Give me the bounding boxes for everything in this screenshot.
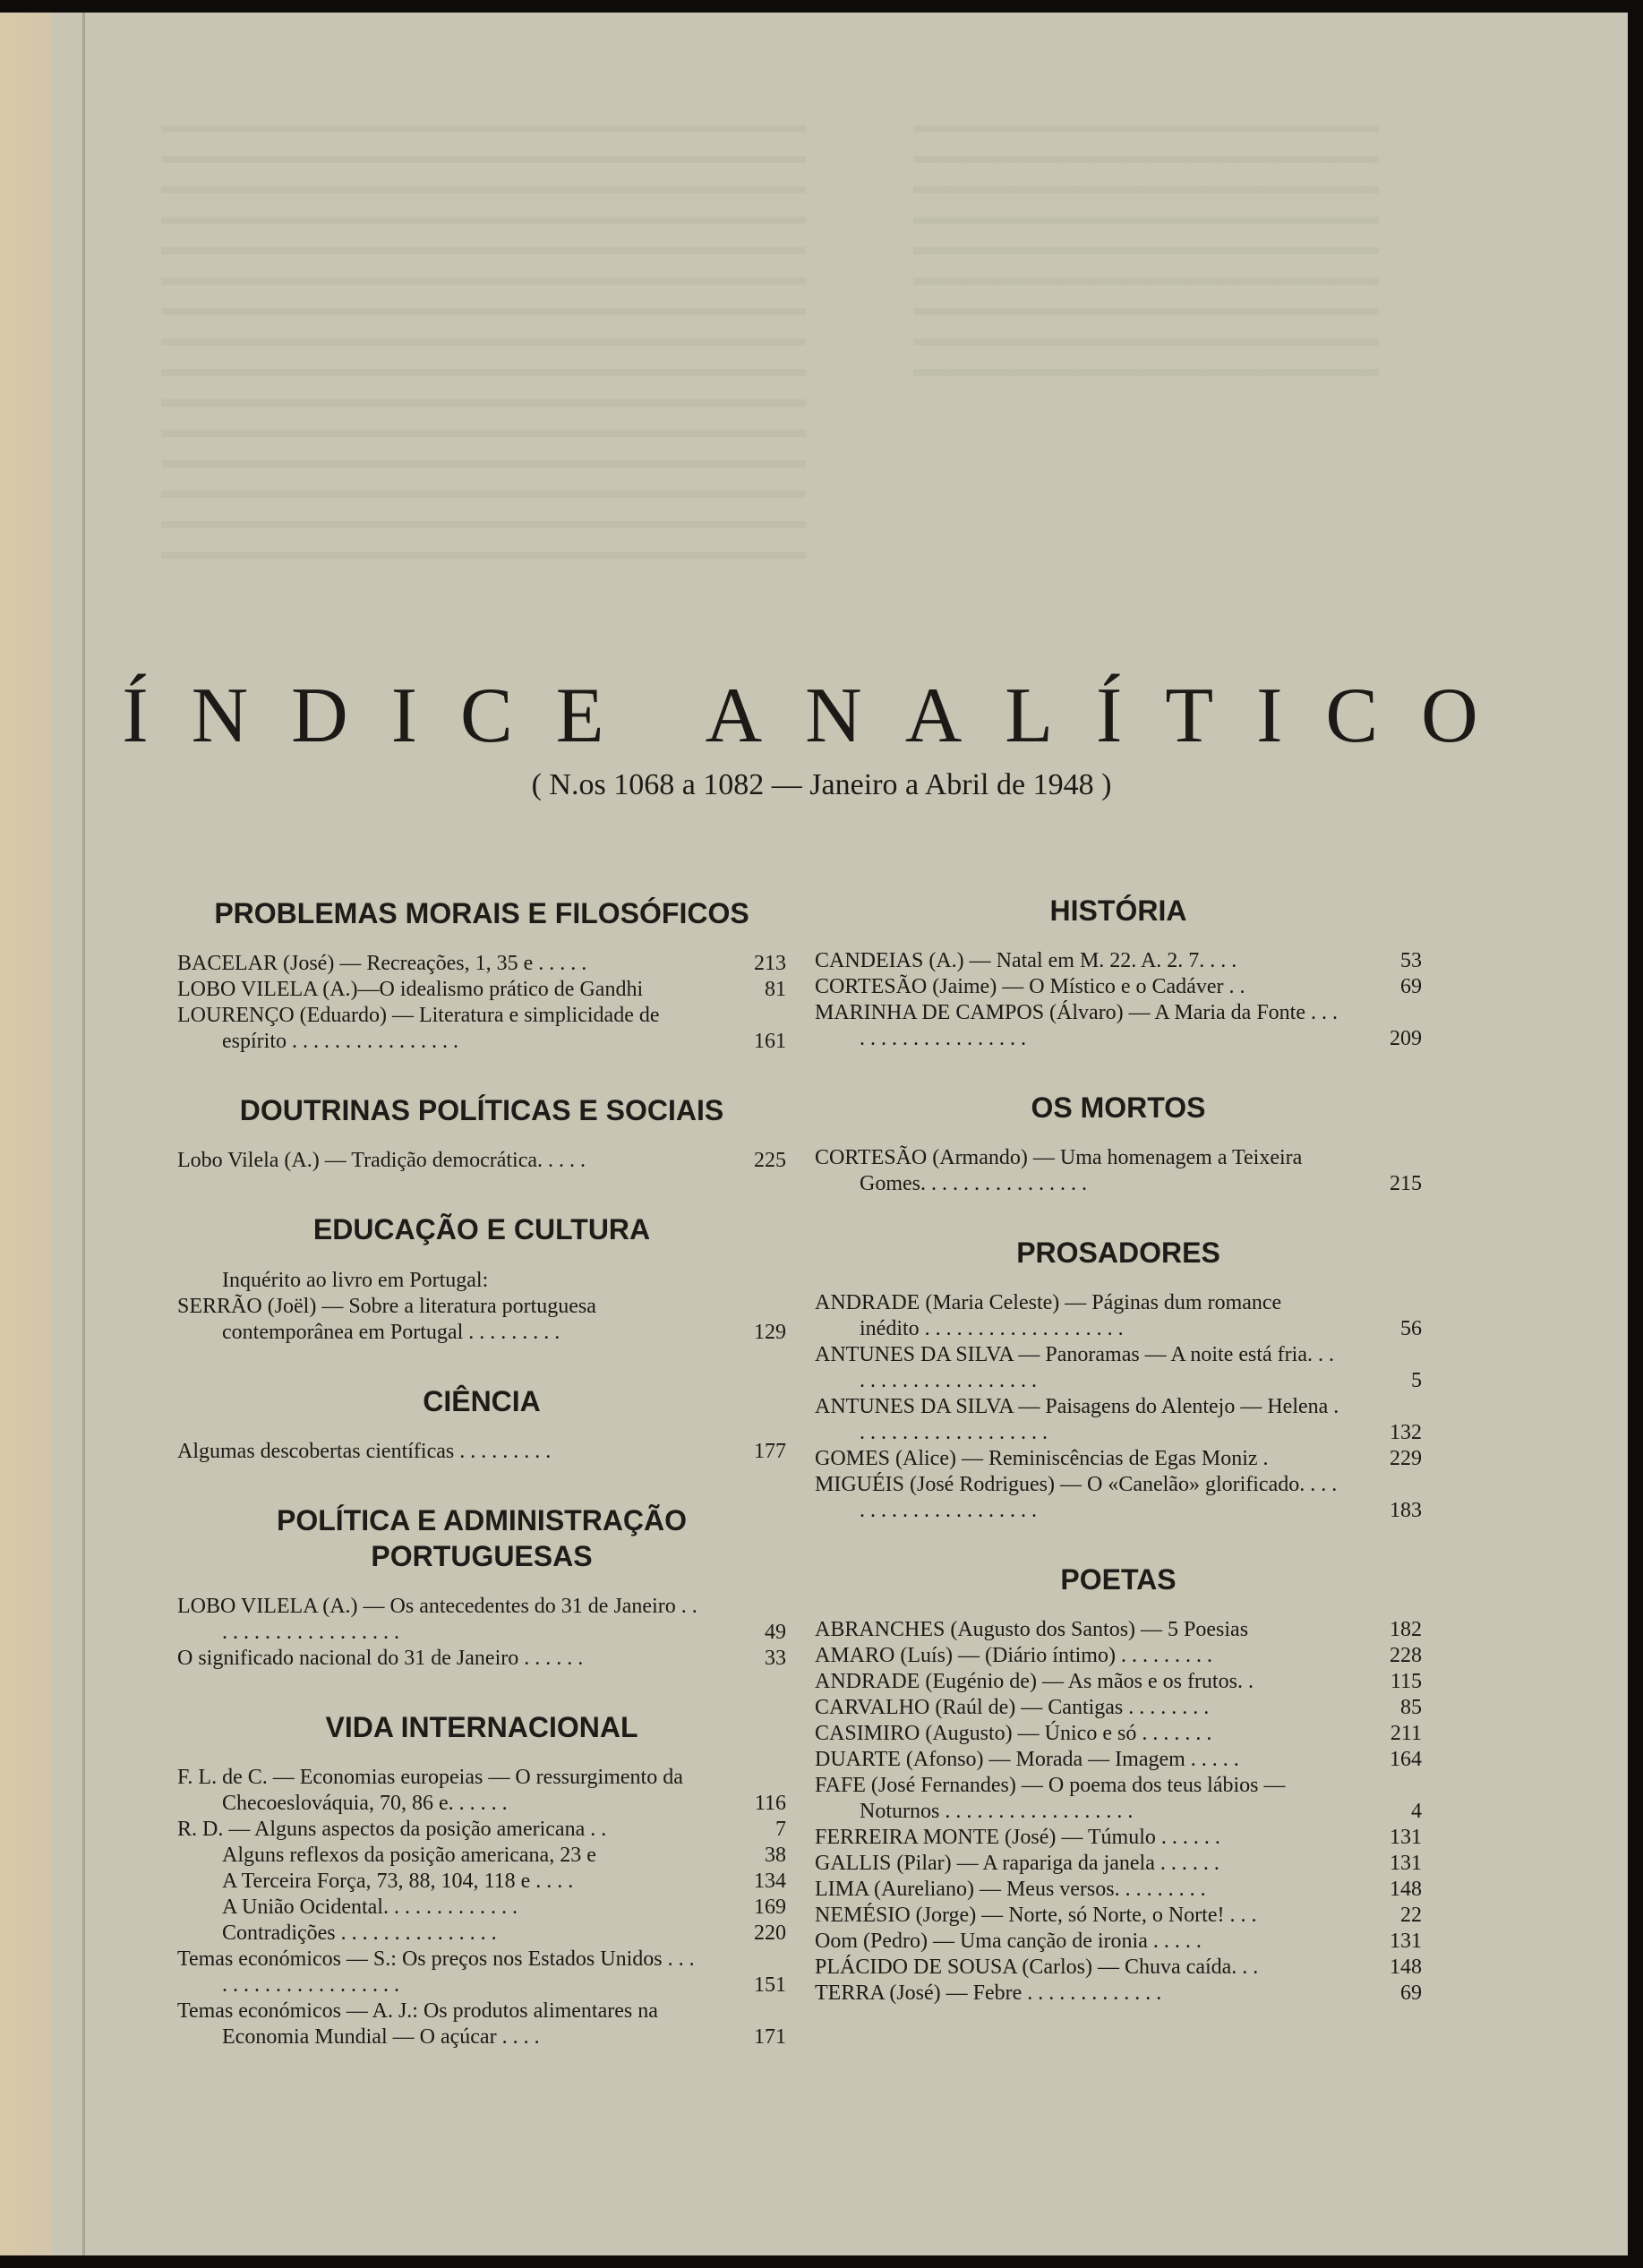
page-number: 131	[1390, 1826, 1422, 1849]
index-entry	[177, 951, 786, 977]
section-heading: PROSADORES	[1016, 1237, 1220, 1269]
page-number: 129	[754, 1321, 786, 1344]
section-spacer	[815, 1052, 1422, 1090]
entry-text: MARINHA DE CAMPOS (Álvaro) — A Maria da Fonte . . . . . . . . . . . . . . . . . . .	[815, 1001, 1338, 1050]
entry-list	[815, 1617, 1422, 2007]
index-entry	[815, 1851, 1422, 1877]
entry-list	[815, 1290, 1422, 1524]
index-section	[815, 893, 1422, 1052]
page-number: 33	[765, 1647, 786, 1670]
entry-text: A União Ocidental. . . . . . . . . . . . .	[222, 1896, 518, 1919]
page-number: 132	[1390, 1421, 1422, 1444]
left-column	[177, 895, 786, 2050]
page-number: 22	[1400, 1904, 1422, 1927]
index-entry	[177, 1817, 786, 1843]
page-number: 225	[754, 1149, 786, 1172]
section-spacer	[815, 1197, 1422, 1235]
index-section	[815, 1235, 1422, 1524]
page-number: 69	[1400, 975, 1422, 998]
entry-text: GOMES (Alice) — Reminiscências de Egas Moniz .	[815, 1447, 1269, 1470]
entry-text: ABRANCHES (Augusto dos Santos) — 5 Poesias	[815, 1618, 1249, 1641]
page-number: 229	[1390, 1447, 1422, 1470]
index-entry	[177, 1294, 786, 1346]
page-number: 148	[1390, 1878, 1422, 1901]
page-number: 215	[1390, 1172, 1422, 1195]
section-heading: OS MORTOS	[1031, 1091, 1206, 1124]
entry-text: LOURENÇO (Eduardo) — Literatura e simplicidade de espírito . . . . . . . . . . . . . . . .	[177, 1004, 660, 1053]
index-entry	[815, 1446, 1422, 1472]
page-number: 183	[1390, 1499, 1422, 1522]
index-entry	[815, 948, 1422, 974]
bleed-through-right	[913, 125, 1379, 394]
page-number: 131	[1390, 1852, 1422, 1875]
entry-text: BACELAR (José) — Recreações, 1, 35 e . . . . .	[177, 952, 587, 975]
page-number: 131	[1390, 1930, 1422, 1953]
entry-text: NEMÉSIO (Jorge) — Norte, só Norte, o Norte! . . .	[815, 1904, 1257, 1927]
entry-text: CORTESÃO (Armando) — Uma homenagem a Teixeira Gomes. . . . . . . . . . . . . . . .	[815, 1146, 1303, 1195]
section-spacer	[815, 1524, 1422, 1562]
index-entry	[177, 1869, 786, 1895]
index-entry	[815, 1903, 1422, 1929]
section-spacer	[177, 1465, 786, 1502]
page-number: 69	[1400, 1981, 1422, 2005]
page-number: 171	[754, 2025, 786, 2049]
page-number: 161	[754, 1030, 786, 1053]
index-entry	[177, 1947, 786, 1998]
page-number: 38	[765, 1844, 786, 1867]
index-entry	[815, 1747, 1422, 1773]
entry-text: TERRA (José) — Febre . . . . . . . . . . . . .	[815, 1981, 1162, 2005]
section-spacer	[177, 1055, 786, 1092]
section-spacer	[177, 1672, 786, 1709]
index-section	[177, 895, 786, 1055]
index-section	[177, 1709, 786, 2050]
index-entry	[815, 1877, 1422, 1903]
page-number: 5	[1411, 1369, 1422, 1392]
index-entry	[177, 1765, 786, 1817]
entry-text: CASIMIRO (Augusto) — Único e só . . . . . . .	[815, 1722, 1212, 1745]
entry-text: Lobo Vilela (A.) — Tradição democrática. . . . .	[177, 1149, 586, 1172]
index-entry	[177, 1148, 786, 1174]
right-column	[815, 893, 1422, 2007]
page-number: 220	[754, 1921, 786, 1945]
index-entry	[815, 1643, 1422, 1669]
entry-text: FAFE (José Fernandes) — O poema dos teus lábios — Noturnos . . . . . . . . . . . . . . . . . .	[815, 1774, 1286, 1823]
entry-text: R. D. — Alguns aspectos da posição americana . .	[177, 1818, 607, 1841]
page-number: 182	[1390, 1618, 1422, 1641]
entry-text: SERRÃO (Joël) — Sobre a literatura portuguesa contemporânea em Portugal . . . . . . . . .	[177, 1295, 596, 1344]
entry-list	[177, 1439, 786, 1465]
index-section	[177, 1383, 786, 1465]
page-number: 151	[754, 1973, 786, 1997]
index-entry	[177, 1843, 786, 1869]
page-number: 213	[754, 952, 786, 975]
index-entry	[815, 1981, 1422, 2007]
index-entry	[815, 974, 1422, 1000]
page-number: 7	[775, 1818, 786, 1841]
entry-text: Alguns reflexos da posição americana, 23 e	[222, 1844, 596, 1867]
entry-list	[177, 1765, 786, 2050]
entry-text: CORTESÃO (Jaime) — O Místico e o Cadáver . .	[815, 975, 1245, 998]
entry-list	[177, 951, 786, 1055]
page-number: 116	[754, 1792, 786, 1815]
section-heading: HISTÓRIA	[1049, 894, 1187, 927]
entry-text: LIMA (Aureliano) — Meus versos. . . . . . . . .	[815, 1878, 1206, 1901]
entry-text: Oom (Pedro) — Uma canção de ironia . . . . .	[815, 1930, 1202, 1953]
section-note: Inquérito ao livro em Portugal:	[222, 1269, 489, 1292]
page-number: 209	[1390, 1027, 1422, 1050]
section-heading: VIDA INTERNACIONAL	[325, 1711, 638, 1743]
index-entry	[177, 1003, 786, 1055]
page-number: 81	[765, 978, 786, 1001]
page-number: 228	[1390, 1644, 1422, 1667]
index-entry	[815, 1825, 1422, 1851]
index-entry	[177, 1594, 786, 1646]
index-entry	[815, 1669, 1422, 1695]
entry-list	[815, 1145, 1422, 1197]
entry-text: LOBO VILELA (A.) — Os antecedentes do 31 de Janeiro . . . . . . . . . . . . . . . . . . .	[177, 1595, 697, 1644]
index-section	[177, 1502, 786, 1672]
index-entry	[177, 1646, 786, 1672]
index-entry	[177, 977, 786, 1003]
page-number: 164	[1390, 1748, 1422, 1771]
index-entry	[815, 1145, 1422, 1197]
entry-text: Contradições . . . . . . . . . . . . . . .	[222, 1921, 497, 1945]
page-number: 56	[1400, 1317, 1422, 1340]
index-entry	[815, 1342, 1422, 1394]
page-number: 85	[1400, 1696, 1422, 1719]
entry-list	[177, 1594, 786, 1672]
page-number: 4	[1411, 1800, 1422, 1823]
index-section	[815, 1090, 1422, 1197]
index-entry	[815, 1394, 1422, 1446]
index-entry	[815, 1721, 1422, 1747]
index-entry	[177, 1921, 786, 1947]
bleed-through-left	[161, 125, 806, 573]
entry-text: ANTUNES DA SILVA — Panoramas — A noite está fria. . . . . . . . . . . . . . . . . . . .	[815, 1343, 1334, 1392]
page-number: 49	[765, 1621, 786, 1644]
entry-text: CARVALHO (Raúl de) — Cantigas . . . . . . . .	[815, 1696, 1210, 1719]
section-heading: POETAS	[1060, 1563, 1177, 1596]
entry-text: A Terceira Força, 73, 88, 104, 118 e . . . .	[222, 1870, 574, 1893]
page-number: 134	[754, 1870, 786, 1893]
entry-text: O significado nacional do 31 de Janeiro . . . . . .	[177, 1647, 584, 1670]
entry-text: MIGUÉIS (José Rodrigues) — O «Canelão» glorificado. . . . . . . . . . . . . . . . . . . . .	[815, 1473, 1338, 1522]
index-entry	[815, 1929, 1422, 1955]
index-entry	[815, 1000, 1422, 1052]
page-subtitle: ( N.os 1068 a 1082 — Janeiro a Abril de 1948 )	[531, 768, 1112, 801]
page-number: 115	[1390, 1670, 1422, 1693]
section-heading: PROBLEMAS MORAIS E FILOSÓFICOS	[214, 897, 749, 929]
section-spacer	[177, 1174, 786, 1211]
entry-text: Temas económicos — A. J.: Os produtos alimentares na Economia Mundial — O açúcar . . . .	[177, 1999, 658, 2049]
entry-text: ANDRADE (Maria Celeste) — Páginas dum romance inédito . . . . . . . . . . . . . . . . . . .	[815, 1291, 1282, 1340]
entry-text: GALLIS (Pilar) — A rapariga da janela . . . . . .	[815, 1852, 1219, 1875]
entry-list	[177, 1148, 786, 1174]
entry-text: FERREIRA MONTE (José) — Túmulo . . . . . .	[815, 1826, 1220, 1849]
index-section	[815, 1562, 1422, 2007]
index-entry	[815, 1617, 1422, 1643]
section-heading: CIÊNCIA	[423, 1385, 541, 1417]
section-heading: EDUCAÇÃO E CULTURA	[312, 1213, 651, 1245]
index-entry	[815, 1695, 1422, 1721]
entry-text: CANDEIAS (A.) — Natal em M. 22. A. 2. 7. . . .	[815, 949, 1237, 972]
page-number: 148	[1390, 1956, 1422, 1979]
page-title: ÍNDICE ANALÍTICO	[122, 672, 1521, 759]
entry-text: DUARTE (Afonso) — Morada — Imagem . . . . .	[815, 1748, 1239, 1771]
index-entry	[815, 1773, 1422, 1825]
entry-text: Temas económicos — S.: Os preços nos Estados Unidos . . . . . . . . . . . . . . . . . . . .	[177, 1947, 695, 1997]
section-heading: DOUTRINAS POLÍTICAS E SOCIAIS	[239, 1094, 724, 1126]
page-number: 211	[1390, 1722, 1422, 1745]
index-entry	[815, 1290, 1422, 1342]
entry-text: F. L. de C. — Economias europeias — O ressurgimento da Checoeslováquia, 70, 86 e. . . . . .	[177, 1766, 683, 1815]
section-heading: POLÍTICA E ADMINISTRAÇÃO PORTUGUESAS	[276, 1504, 688, 1572]
entry-text: LOBO VILELA (A.)—O idealismo prático de Gandhi	[177, 978, 644, 1001]
section-spacer	[177, 1346, 786, 1383]
index-entry	[815, 1472, 1422, 1524]
index-section	[177, 1092, 786, 1174]
page-fold	[82, 13, 85, 2255]
entry-text: ANDRADE (Eugénio de) — As mãos e os frutos. .	[815, 1670, 1254, 1693]
entry-list	[815, 948, 1422, 1052]
page-number: 177	[754, 1440, 786, 1463]
entry-text: PLÁCIDO DE SOUSA (Carlos) — Chuva caída. . .	[815, 1956, 1259, 1979]
index-section	[177, 1211, 786, 1346]
page-number: 169	[754, 1896, 786, 1919]
entry-list	[177, 1267, 786, 1346]
index-entry	[177, 1895, 786, 1921]
entry-text: ANTUNES DA SILVA — Paisagens do Alentejo — Helena . . . . . . . . . . . . . . . . . . .	[815, 1395, 1339, 1444]
index-entry	[177, 1998, 786, 2050]
index-entry	[177, 1439, 786, 1465]
entry-text: AMARO (Luís) — (Diário íntimo) . . . . . . . . .	[815, 1644, 1212, 1667]
page-number: 53	[1400, 949, 1422, 972]
entry-text: Algumas descobertas científicas . . . . . . . . .	[177, 1440, 552, 1463]
index-entry	[815, 1955, 1422, 1981]
